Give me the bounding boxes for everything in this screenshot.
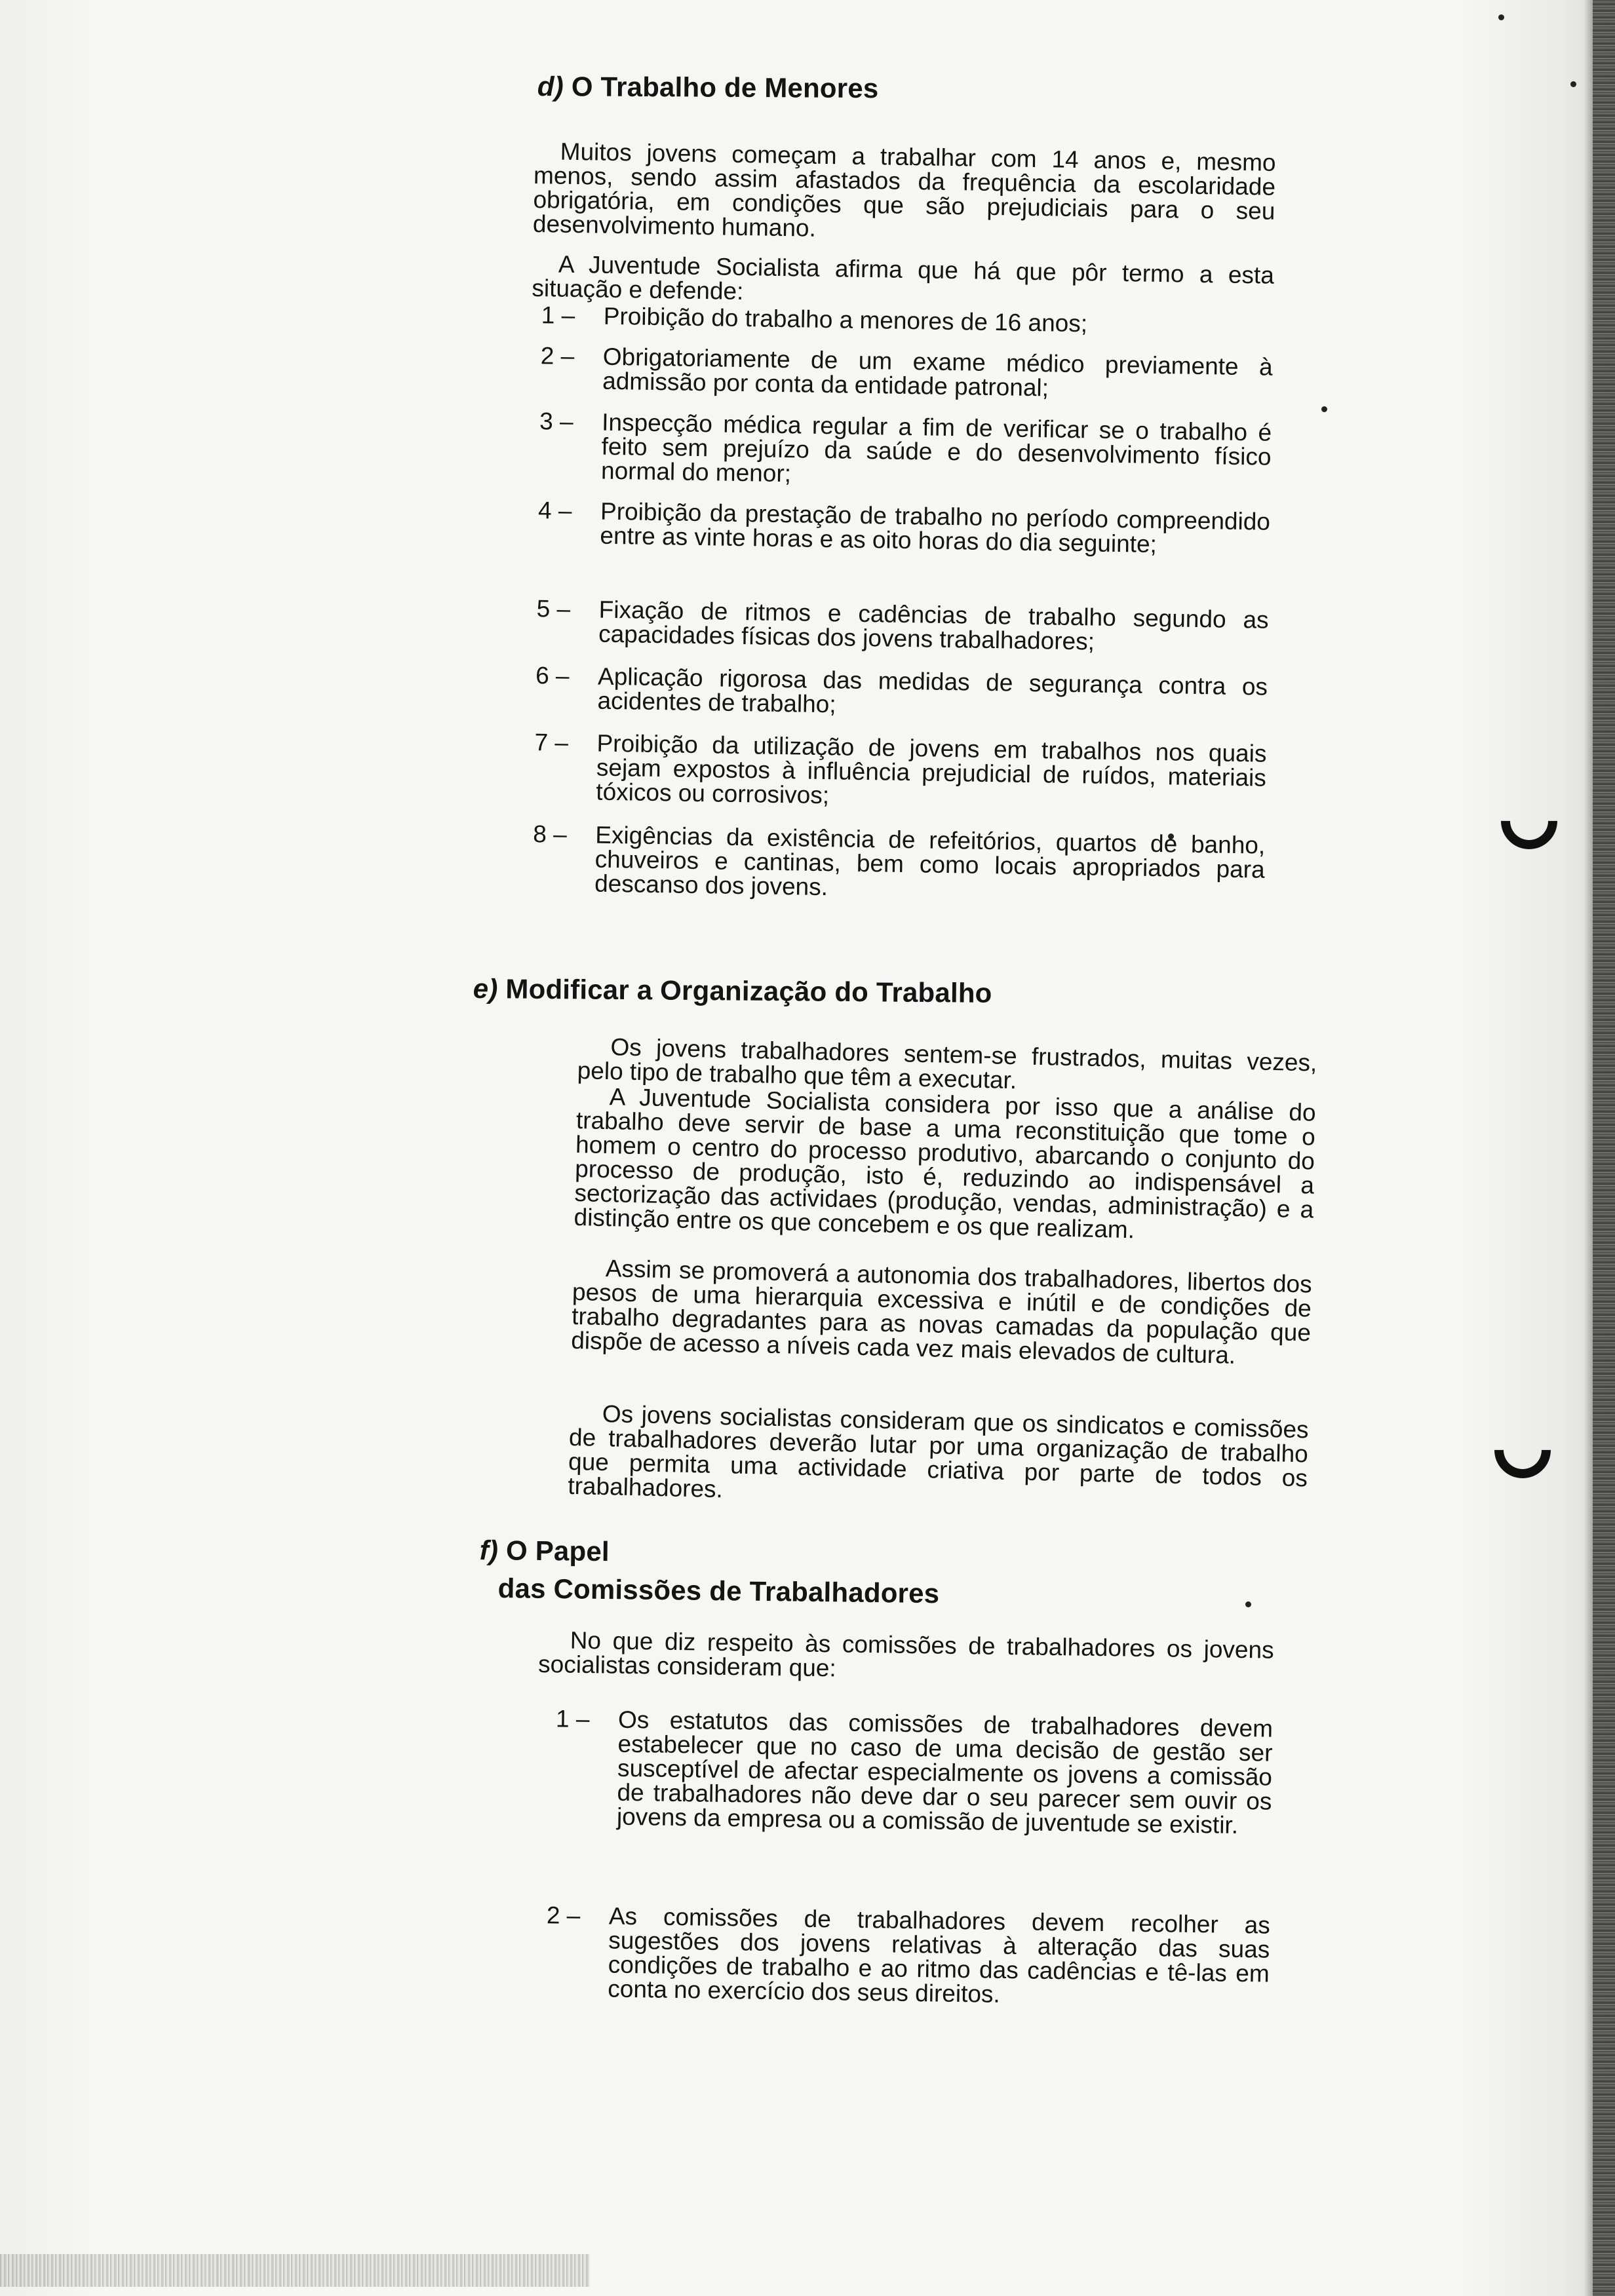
paragraph: No que diz respeito às comissões de trabalhadores os jovens socialistas consideram que: bbox=[537, 1626, 1274, 1682]
list-item bbox=[540, 342, 1273, 402]
section-letter: f) bbox=[479, 1535, 499, 1566]
list-item bbox=[546, 1902, 1271, 2008]
list-item-text: As comissões de trabalhadores devem recolher as sugestões dos jovens relativas à alteração das suas condições de trabalho e ao ritmo das cadências e tê-las em conta no exercício dos seus direitos. bbox=[608, 1902, 1271, 2008]
binder-hole-lower bbox=[1483, 1410, 1563, 1490]
list-item-text: Proibição do trabalho a menores de 16 anos; bbox=[603, 302, 1088, 337]
list-item-text: Proibição da prestação de trabalho no período compreendido entre as vinte horas e as oito horas do dia seguinte; bbox=[600, 497, 1271, 558]
scan-speck bbox=[1498, 14, 1504, 20]
list-item-text: Obrigatoriamente de um exame médico previamente à admissão por conta da entidade patronal; bbox=[602, 343, 1273, 402]
section-title: Modificar a Organização do Trabalho bbox=[505, 973, 992, 1008]
paragraph: Assim se promoverá a autonomia dos trabalhadores, libertos dos pesos de uma hierarquia excessiva e inútil e de condições de trabalho degradantes para as novas camadas da população que dispõe de acesso a níveis cada vez mais elevados de cultura. bbox=[570, 1255, 1313, 1369]
list-item-text: Aplicação rigorosa das medidas de segurança contra os acidentes de trabalho; bbox=[597, 662, 1268, 718]
section-title: O Papel bbox=[505, 1535, 610, 1567]
list-item-number: 7 – bbox=[534, 729, 569, 756]
paragraph: Muitos jovens começam a trabalhar com 14 anos e, mesmo menos, sendo assim afastados da frequência da escolaridade obrigatória, em condições que são prejudiciais para o seu desenvolvimento humano. bbox=[532, 138, 1276, 242]
section-title: O Trabalho de Menores bbox=[571, 71, 879, 104]
list-item-number: 1 – bbox=[555, 1705, 590, 1733]
list-item bbox=[536, 595, 1269, 655]
section-heading-f bbox=[479, 1535, 610, 1567]
scan-edge-shadow bbox=[1584, 0, 1593, 2296]
binder-hole-upper bbox=[1489, 781, 1569, 861]
section-letter: d) bbox=[537, 71, 564, 102]
list-item-text: Os estatutos das comissões de trabalhadores devem estabelecer que no caso de uma decisão de gestão ser susceptível de afectar especialmente os jovens a comissão de trabalhadores não deve dar o seu parecer sem ouvir os jovens da empresa ou a comissão de juventude se existir. bbox=[616, 1706, 1274, 1839]
list-item-number: 5 – bbox=[536, 595, 571, 622]
list-item-text: Exigências da existência de refeitórios, quartos de banho, chuveiros e cantinas, bem como locais apropriados para descanso dos jovens. bbox=[594, 821, 1266, 901]
section-d-body bbox=[532, 138, 1276, 901]
list-item-number: 4 – bbox=[537, 497, 572, 524]
list-item-number: 1 – bbox=[541, 301, 575, 330]
list-item-text: Proibição da utilização de jovens em trabalhos nos quais sejam expostos à influência prejudicial de ruídos, materiais tóxicos ou corrosivos; bbox=[596, 729, 1267, 809]
paragraph: A Juventude Socialista afirma que há que pôr termo a esta situação e defende: bbox=[532, 250, 1275, 305]
section-heading-d bbox=[537, 71, 879, 104]
list-item-number: 8 – bbox=[533, 820, 568, 848]
list-item-number: 6 – bbox=[535, 662, 570, 689]
list-item-number: 2 – bbox=[546, 1902, 581, 1929]
list-item bbox=[535, 662, 1268, 718]
scan-edge-right bbox=[1593, 0, 1615, 2296]
list-item bbox=[534, 729, 1267, 809]
list-item bbox=[537, 497, 1271, 558]
list-item-text: Inspecção médica regular a fim de verificar se o trabalho é feito sem prejuízo da saúde e do desenvolvimento físico normal do menor; bbox=[600, 408, 1272, 488]
section-heading-e bbox=[473, 973, 992, 1009]
list-item-text: Fixação de ritmos e cadências de trabalho segundo as capacidades físicas dos jovens trabalhadores; bbox=[598, 596, 1269, 655]
section-heading-f-line2 bbox=[497, 1573, 939, 1609]
list-item bbox=[533, 820, 1266, 901]
list-item bbox=[555, 1705, 1274, 1839]
section-e-body bbox=[567, 1033, 1317, 1503]
scan-speck bbox=[1245, 1601, 1251, 1607]
section-letter: e) bbox=[473, 973, 498, 1004]
paragraph: Os jovens trabalhadores sentem-se frustrados, muitas vezes, pelo tipo de trabalho que têm a executar. bbox=[577, 1033, 1317, 1094]
list-item-number: 2 – bbox=[540, 342, 575, 370]
scan-speck bbox=[1321, 406, 1327, 412]
scan-speck bbox=[1570, 81, 1576, 87]
paragraph: A Juventude Socialista considera por isso que a análise do trabalho deve servir de base a uma reconstituição que tome o homem o centro do processo produtivo, abarcando o conjunto do processo de produção, isto é, reduzindo ao indispensável a sectorização das actividaes (produção, vendas, administração) e a distinção entre os que concebem e os que realizam. bbox=[574, 1083, 1317, 1244]
paragraph: Os jovens socialistas consideram que os sindicatos e comissões de trabalhadores deverão lutar por uma organização de trabalho que permita uma actividade criativa por parte de todos os trabalhadores. bbox=[567, 1400, 1310, 1503]
section-f-body bbox=[537, 1626, 1274, 2008]
scan-bottom-noise bbox=[0, 2254, 590, 2287]
section-title: das Comissões de Trabalhadores bbox=[497, 1573, 940, 1609]
list-item-number: 3 – bbox=[539, 408, 574, 435]
list-item bbox=[539, 408, 1272, 488]
